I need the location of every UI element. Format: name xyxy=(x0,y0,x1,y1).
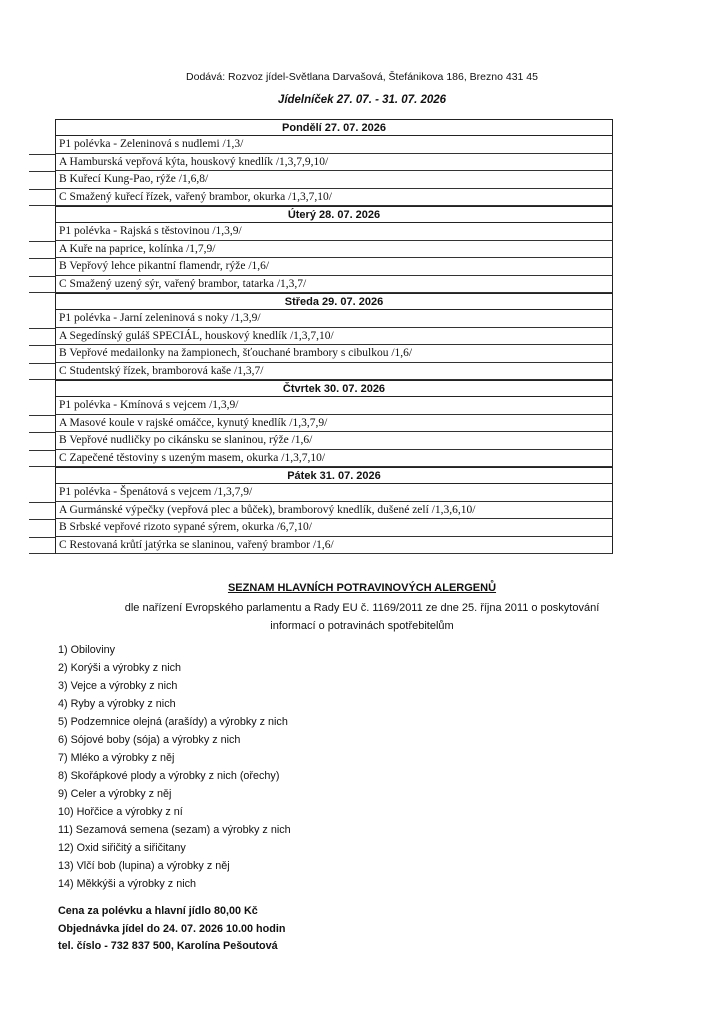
phone-line: tel. číslo - 732 837 500, Karolína Pešoutová xyxy=(58,940,278,952)
day-header: Pátek 31. 07. 2026 xyxy=(55,467,613,484)
order-deadline-line: Objednávka jídel do 24. 07. 2026 10.00 hodin xyxy=(58,922,286,935)
allergen-title: SEZNAM HLAVNÍCH POTRAVINOVÝCH ALERGENŮ xyxy=(227,582,497,594)
menu-row xyxy=(29,397,613,415)
regulation-line: informací o potravinách spotřebitelům xyxy=(270,620,454,632)
menu-row xyxy=(29,432,613,450)
menu-row xyxy=(29,502,613,520)
allergen-list xyxy=(58,641,291,893)
menu-row xyxy=(29,223,613,241)
day-block-monday xyxy=(29,119,613,206)
allergen-item: 8) Skořápkové plody a výrobky z nich (ořechy) xyxy=(58,770,280,782)
allergen-item: 12) Oxid siřičitý a siřičitany xyxy=(58,842,186,854)
menu-table xyxy=(29,119,613,554)
menu-item: B Vepřové nudličky po cikánsku se slaninou, rýže /1,6/ xyxy=(55,432,613,450)
menu-row xyxy=(29,345,613,363)
menu-item: B Kuřecí Kung-Pao, rýže /1,6,8/ xyxy=(55,171,613,189)
allergen-item: 13) Vlčí bob (lupina) a výrobky z něj xyxy=(58,860,230,872)
price-line: Cena za polévku a hlavní jídlo 80,00 Kč xyxy=(58,905,258,917)
menu-item: A Gurmánské výpečky (vepřová plec a bůček), bramborový knedlík, dušené zelí /1,3,6,10/ xyxy=(55,502,613,520)
menu-item: P1 polévka - Kmínová s vejcem /1,3,9/ xyxy=(55,397,613,415)
menu-item: P1 polévka - Špenátová s vejcem /1,3,7,9/ xyxy=(55,484,613,502)
allergen-item: 4) Ryby a výrobky z nich xyxy=(58,698,176,710)
allergen-item: 3) Vejce a výrobky z nich xyxy=(58,680,178,692)
menu-row xyxy=(29,328,613,346)
allergen-item: 2) Korýši a výrobky z nich xyxy=(58,662,182,674)
menu-item: A Hamburská vepřová kýta, houskový knedlík /1,3,7,9,10/ xyxy=(55,154,613,172)
menu-row xyxy=(29,415,613,433)
menu-row xyxy=(29,537,613,555)
supplier-line: Dodává: Rozvoz jídel-Světlana Darvašová, Štefánikova 186, Brezno 431 45 xyxy=(186,71,538,83)
menu-item: C Smažený uzený sýr, vařený brambor, tatarka /1,3,7/ xyxy=(55,276,613,294)
menu-title: Jídelníček 27. 07. - 31. 07. 2026 xyxy=(277,94,447,106)
menu-item: A Masové koule v rajské omáčce, kynutý knedlík /1,3,7,9/ xyxy=(55,415,613,433)
menu-item: P1 polévka - Rajská s těstovinou /1,3,9/ xyxy=(55,223,613,241)
day-header: Úterý 28. 07. 2026 xyxy=(55,206,613,223)
allergen-item: 10) Hořčice a výrobky z ní xyxy=(58,806,183,818)
menu-item: C Zapečené těstoviny s uzeným masem, okurka /1,3,7,10/ xyxy=(55,450,613,468)
menu-row xyxy=(29,154,613,172)
day-block-tuesday xyxy=(29,206,613,293)
day-block-wednesday xyxy=(29,293,613,380)
menu-item: P1 polévka - Jarní zeleninová s noky /1,3,9/ xyxy=(55,310,613,328)
menu-item: A Kuře na paprice, kolínka /1,7,9/ xyxy=(55,241,613,259)
menu-row xyxy=(29,484,613,502)
allergen-regulation xyxy=(50,599,674,635)
menu-row xyxy=(29,519,613,537)
allergen-item: 14) Měkkýši a výrobky z nich xyxy=(58,878,197,890)
menu-item: B Srbské vepřové rizoto sypané sýrem, okurka /6,7,10/ xyxy=(55,519,613,537)
menu-item: B Vepřové medailonky na žampionech, šťouchané brambory s cibulkou /1,6/ xyxy=(55,345,613,363)
menu-row xyxy=(29,171,613,189)
day-header: Čtvrtek 30. 07. 2026 xyxy=(55,380,613,397)
allergen-item: 5) Podzemnice olejná (arašídy) a výrobky z nich xyxy=(58,716,288,728)
menu-item: A Segedínský guláš SPECIÁL, houskový knedlík /1,3,7,10/ xyxy=(55,328,613,346)
day-block-friday xyxy=(29,467,613,554)
day-block-thursday xyxy=(29,380,613,467)
allergen-item: 7) Mléko a výrobky z něj xyxy=(58,752,175,764)
day-header: Středa 29. 07. 2026 xyxy=(55,293,613,310)
menu-row xyxy=(29,241,613,259)
menu-item: B Vepřový lehce pikantní flamendr, rýže /1,6/ xyxy=(55,258,613,276)
menu-row xyxy=(29,189,613,207)
menu-item: C Smažený kuřecí řízek, vařený brambor, okurka /1,3,7,10/ xyxy=(55,189,613,207)
menu-row xyxy=(29,450,613,468)
day-header: Pondělí 27. 07. 2026 xyxy=(55,119,613,136)
menu-item: C Studentský řízek, bramborová kaše /1,3,7/ xyxy=(55,363,613,381)
allergen-item: 11) Sezamová semena (sezam) a výrobky z nich xyxy=(58,824,291,836)
allergen-item: 9) Celer a výrobky z něj xyxy=(58,788,172,800)
footer-info xyxy=(58,903,285,956)
menu-row xyxy=(29,136,613,154)
menu-row xyxy=(29,276,613,294)
menu-row xyxy=(29,363,613,381)
menu-item: C Restovaná krůtí jatýrka se slaninou, vařený brambor /1,6/ xyxy=(55,537,613,555)
allergen-item: 1) Obiloviny xyxy=(58,644,116,656)
menu-row xyxy=(29,258,613,276)
menu-row xyxy=(29,310,613,328)
allergen-item: 6) Sójové boby (sója) a výrobky z nich xyxy=(58,734,241,746)
regulation-line: dle nařízení Evropského parlamentu a Rady EU č. 1169/2011 ze dne 25. října 2011 o poskytování xyxy=(124,602,600,614)
menu-item: P1 polévka - Zeleninová s nudlemi /1,3/ xyxy=(55,136,613,154)
